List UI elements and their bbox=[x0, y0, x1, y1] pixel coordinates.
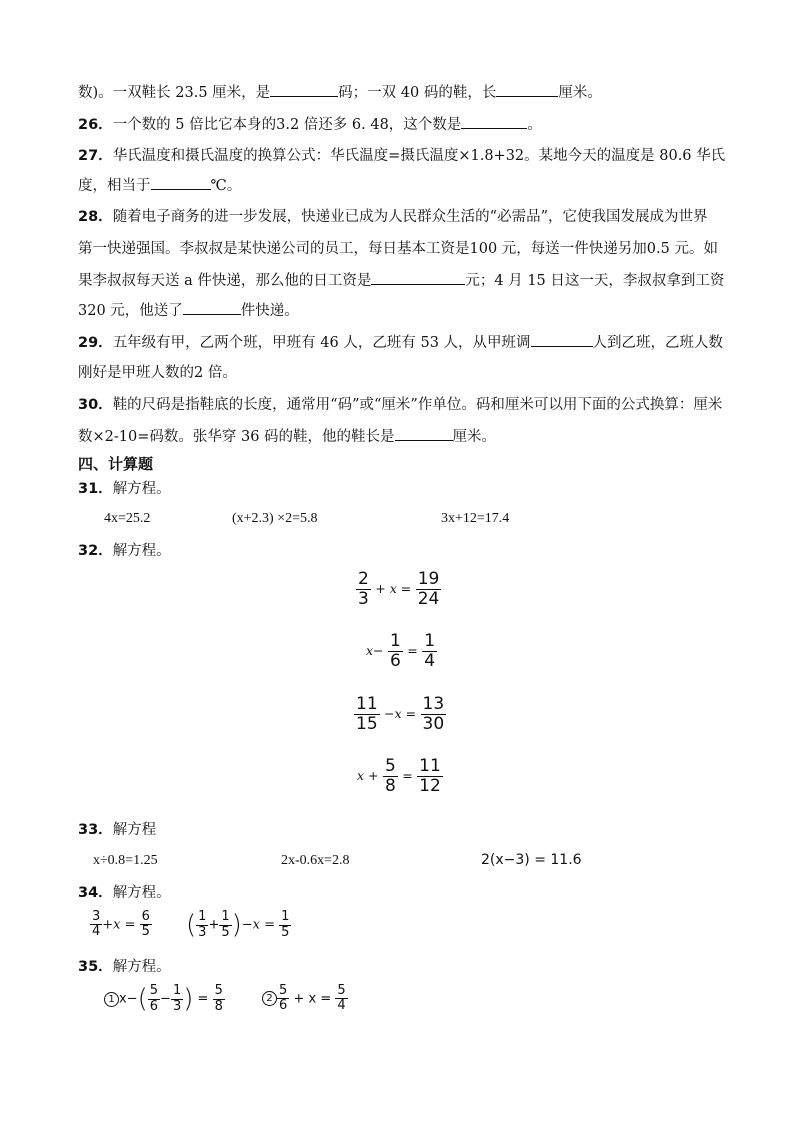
q35-e1-b-numerator: 1 bbox=[172, 983, 182, 999]
q32-e4-operator: = bbox=[402, 768, 413, 784]
q32-equation-4 bbox=[357, 757, 443, 795]
q28-text-3-pre: 果李叔叔每天送 a 件快递，那么他的日工资是 bbox=[78, 273, 372, 289]
q28-line-2 bbox=[78, 239, 718, 259]
section-heading: 四、计算题 bbox=[78, 455, 154, 473]
q27-blank[interactable] bbox=[151, 175, 211, 190]
q32-e2-fraction-right bbox=[422, 632, 437, 670]
q27-line-1 bbox=[78, 146, 725, 166]
q32-e1-left-numerator: 2 bbox=[358, 569, 369, 589]
q35-e1-fraction-c bbox=[213, 984, 225, 1014]
q32-e1-right-numerator: 19 bbox=[417, 569, 440, 589]
q33-title: 解方程 bbox=[112, 822, 157, 838]
q26-number: 26． bbox=[78, 117, 113, 133]
q27-text-1: 华氏温度和摄氏温度的换算公式：华氏温度=摄氏温度×1.8+32。某地今天的温度是 80.6 华氏 bbox=[112, 148, 726, 164]
q35-e1-equals: = bbox=[197, 991, 209, 1007]
q32-number: 32． bbox=[78, 543, 113, 559]
q34-e2-a-numerator: 1 bbox=[198, 909, 207, 925]
q35-e1-close-paren: ) bbox=[183, 984, 194, 1014]
q31-equation-1: 4x=25.2 bbox=[104, 511, 151, 526]
q33-equation-1: x÷0.8=1.25 bbox=[93, 853, 158, 868]
q31-equation-3: 3x+12=17.4 bbox=[441, 511, 510, 526]
q30-line-1 bbox=[78, 395, 722, 415]
q32-e3-right-denominator: 30 bbox=[422, 713, 445, 734]
q25-blank-2[interactable] bbox=[496, 82, 558, 97]
q32-equation-1 bbox=[356, 570, 441, 608]
q35-e1-c-denominator: 8 bbox=[214, 998, 223, 1014]
q29-text-1-pre: 五年级有甲，乙两个班，甲班有 46 人，乙班有 53 人，从甲班调 bbox=[112, 335, 531, 351]
q34-e1-fraction-right bbox=[140, 910, 152, 940]
q34-e2-c-numerator: 1 bbox=[281, 909, 290, 925]
q35-e1-a-denominator: 6 bbox=[149, 998, 159, 1014]
q34-e1-fraction-left bbox=[90, 910, 102, 940]
q32-e3-left-numerator: 11 bbox=[356, 694, 378, 714]
q31-line bbox=[78, 479, 171, 499]
q35-e1-b-denominator: 3 bbox=[172, 998, 182, 1014]
q34-e1-right-numerator: 6 bbox=[141, 909, 150, 924]
q32-equation-2 bbox=[366, 632, 437, 670]
q28-text-1: 随着电子商务的进一步发展，快递业已成为人民群众生活的“必需品”，它使我国发展成为世界 bbox=[112, 209, 708, 225]
q34-equation-1 bbox=[90, 910, 152, 940]
q31-number: 31． bbox=[78, 481, 113, 497]
q34-e2-plus: + bbox=[208, 917, 220, 933]
q30-number: 30． bbox=[78, 397, 113, 413]
q32-e3-fraction-left bbox=[354, 695, 380, 733]
q32-e4-fraction-left bbox=[383, 757, 398, 795]
q26-text: 一个数的 5 倍比它本身的3.2 倍还多 6. 48，这个数是 bbox=[112, 117, 462, 133]
q32-e2-right-numerator: 1 bbox=[424, 631, 436, 651]
q32-e4-left-denominator: 8 bbox=[384, 775, 396, 796]
q32-e4-right-numerator: 11 bbox=[419, 756, 441, 776]
q34-e1-left-denominator: 4 bbox=[92, 924, 101, 940]
q32-e1-left-denominator: 3 bbox=[358, 588, 369, 609]
q27-text-2-pre: 度，相当于 bbox=[78, 178, 151, 194]
q35-e2-left-denominator: 6 bbox=[279, 998, 288, 1014]
q32-e4-right-denominator: 12 bbox=[419, 775, 441, 796]
q35-e1-a-numerator: 5 bbox=[149, 983, 159, 999]
q27-text-2-post: ℃。 bbox=[210, 178, 242, 194]
q35-e1-minus: − bbox=[160, 991, 171, 1007]
q34-e2-a-denominator: 3 bbox=[198, 924, 207, 940]
q28-text-4-pre: 320 元，他送了 bbox=[78, 303, 183, 319]
q35-e2-circled-number: 2 bbox=[262, 991, 277, 1006]
q28-text-3-post: 元；4 月 15 日这一天，李叔叔拿到工资 bbox=[465, 273, 725, 289]
q32-e2-left-numerator: 1 bbox=[389, 631, 401, 651]
q33-equation-3: 2(x−3) = 11.6 bbox=[481, 852, 582, 868]
q32-e3-right-numerator: 13 bbox=[422, 694, 445, 714]
q28-blank-2[interactable] bbox=[183, 300, 241, 315]
q32-e3-left-denominator: 15 bbox=[356, 713, 378, 734]
q28-line-1 bbox=[78, 207, 708, 227]
q34-e2-b-denominator: 5 bbox=[221, 924, 230, 940]
q30-blank[interactable] bbox=[395, 426, 453, 441]
q34-line bbox=[78, 883, 171, 903]
q29-blank[interactable] bbox=[531, 332, 593, 347]
q35-equation-1 bbox=[104, 984, 225, 1014]
q32-title: 解方程。 bbox=[112, 543, 171, 559]
q35-e1-prefix: x− bbox=[119, 991, 138, 1007]
q25-text-pre: 数)。一双鞋长 23.5 厘米，是 bbox=[78, 85, 271, 101]
q28-text-2: 第一快递强国。李叔叔是某快递公司的员工，每日基本工资是100 元，每送一件快递另加0.5 元。如 bbox=[78, 241, 718, 257]
q30-text-1: 鞋的尺码是指鞋底的长度，通常用“码”或“厘米”作单位。码和厘米可以用下面的公式换算：厘米 bbox=[112, 397, 723, 413]
q32-e2-left-denominator: 6 bbox=[389, 650, 401, 671]
q34-e2-fraction-c bbox=[279, 910, 291, 940]
q32-e4-left-numerator: 5 bbox=[384, 756, 396, 776]
q35-title: 解方程。 bbox=[112, 959, 171, 975]
q35-line bbox=[78, 957, 171, 977]
q29-line-1 bbox=[78, 332, 723, 353]
q34-e2-operator: −x = bbox=[241, 917, 276, 933]
q35-e1-open-paren: ( bbox=[137, 984, 148, 1014]
q28-line-4 bbox=[78, 300, 299, 321]
q32-e2-operator: = bbox=[407, 643, 418, 659]
q26-blank[interactable] bbox=[461, 114, 527, 129]
q27-line-2 bbox=[78, 175, 241, 196]
q34-e2-fraction-b bbox=[219, 910, 231, 940]
q25-text-mid: 码；一双 40 码的鞋，长 bbox=[338, 85, 497, 101]
q34-e2-open-paren: ( bbox=[186, 910, 197, 940]
q32-e2-prefix: x− bbox=[366, 643, 384, 659]
q32-e3-operator: −x = bbox=[384, 706, 417, 722]
q34-e1-operator: +x = bbox=[102, 917, 136, 933]
q35-e1-c-numerator: 5 bbox=[214, 983, 223, 999]
q34-equation-2 bbox=[186, 910, 291, 940]
q32-equation-3 bbox=[354, 695, 446, 733]
q34-e1-left-numerator: 3 bbox=[92, 909, 101, 924]
q33-line bbox=[78, 820, 156, 840]
q32-line bbox=[78, 541, 171, 561]
q32-e2-fraction-left bbox=[388, 632, 403, 670]
q32-e4-fraction-right bbox=[417, 757, 443, 795]
q29-text-2: 刚好是甲班人数的2 倍。 bbox=[78, 365, 237, 381]
q35-e2-fraction-left bbox=[277, 984, 289, 1014]
q32-e3-fraction-right bbox=[421, 695, 447, 733]
q25-blank-1[interactable] bbox=[270, 82, 338, 97]
q35-e1-circled-number: 1 bbox=[104, 992, 119, 1007]
q34-title: 解方程。 bbox=[112, 885, 171, 901]
q28-text-4-post: 件快递。 bbox=[240, 303, 299, 319]
q28-number: 28． bbox=[78, 209, 113, 225]
q32-e1-fraction-left bbox=[356, 570, 371, 608]
q30-text-2-post: 厘米。 bbox=[452, 429, 497, 445]
q26-line bbox=[78, 114, 542, 135]
q33-equation-2: 2x-0.6x=2.8 bbox=[281, 853, 350, 868]
q30-text-2-pre: 数×2-10=码数。张华穿 36 码的鞋，他的鞋长是 bbox=[78, 429, 395, 445]
q34-e2-fraction-a bbox=[196, 910, 208, 940]
q34-e2-b-numerator: 1 bbox=[221, 909, 230, 925]
q28-line-3 bbox=[78, 270, 724, 291]
q34-e1-right-denominator: 5 bbox=[141, 924, 150, 940]
q29-number: 29． bbox=[78, 335, 113, 351]
q25-line bbox=[78, 82, 602, 103]
q32-e2-right-denominator: 4 bbox=[424, 650, 436, 671]
q35-e2-operator: + x = bbox=[293, 991, 332, 1007]
q35-e2-left-numerator: 5 bbox=[279, 983, 288, 998]
q30-line-2 bbox=[78, 426, 496, 447]
q33-number: 33． bbox=[78, 822, 113, 838]
q34-number: 34． bbox=[78, 885, 113, 901]
q34-e2-close-paren: ) bbox=[231, 910, 242, 940]
q34-e2-c-denominator: 5 bbox=[281, 924, 290, 940]
q31-equation-2: (x+2.3) ×2=5.8 bbox=[232, 511, 318, 526]
q35-e1-fraction-a bbox=[148, 984, 160, 1014]
q35-e2-right-denominator: 4 bbox=[337, 998, 346, 1014]
q32-e1-operator: + x = bbox=[375, 581, 412, 597]
q35-e2-fraction-right bbox=[335, 984, 347, 1014]
q35-e1-fraction-b bbox=[171, 984, 183, 1014]
q32-e1-fraction-right bbox=[416, 570, 442, 608]
q25-text-post: 厘米。 bbox=[558, 85, 602, 101]
q32-e4-prefix: x + bbox=[357, 768, 379, 784]
q35-equation-2 bbox=[262, 984, 348, 1014]
q26-text-post: 。 bbox=[527, 117, 542, 133]
q31-title: 解方程。 bbox=[112, 481, 171, 497]
q35-e2-right-numerator: 5 bbox=[337, 983, 346, 998]
q28-blank-1[interactable] bbox=[371, 270, 465, 285]
q29-line-2 bbox=[78, 363, 237, 383]
q29-text-1-post: 人到乙班，乙班人数 bbox=[592, 335, 724, 351]
q27-number: 27． bbox=[78, 148, 113, 164]
q32-e1-right-denominator: 24 bbox=[417, 588, 440, 609]
q35-number: 35． bbox=[78, 959, 113, 975]
